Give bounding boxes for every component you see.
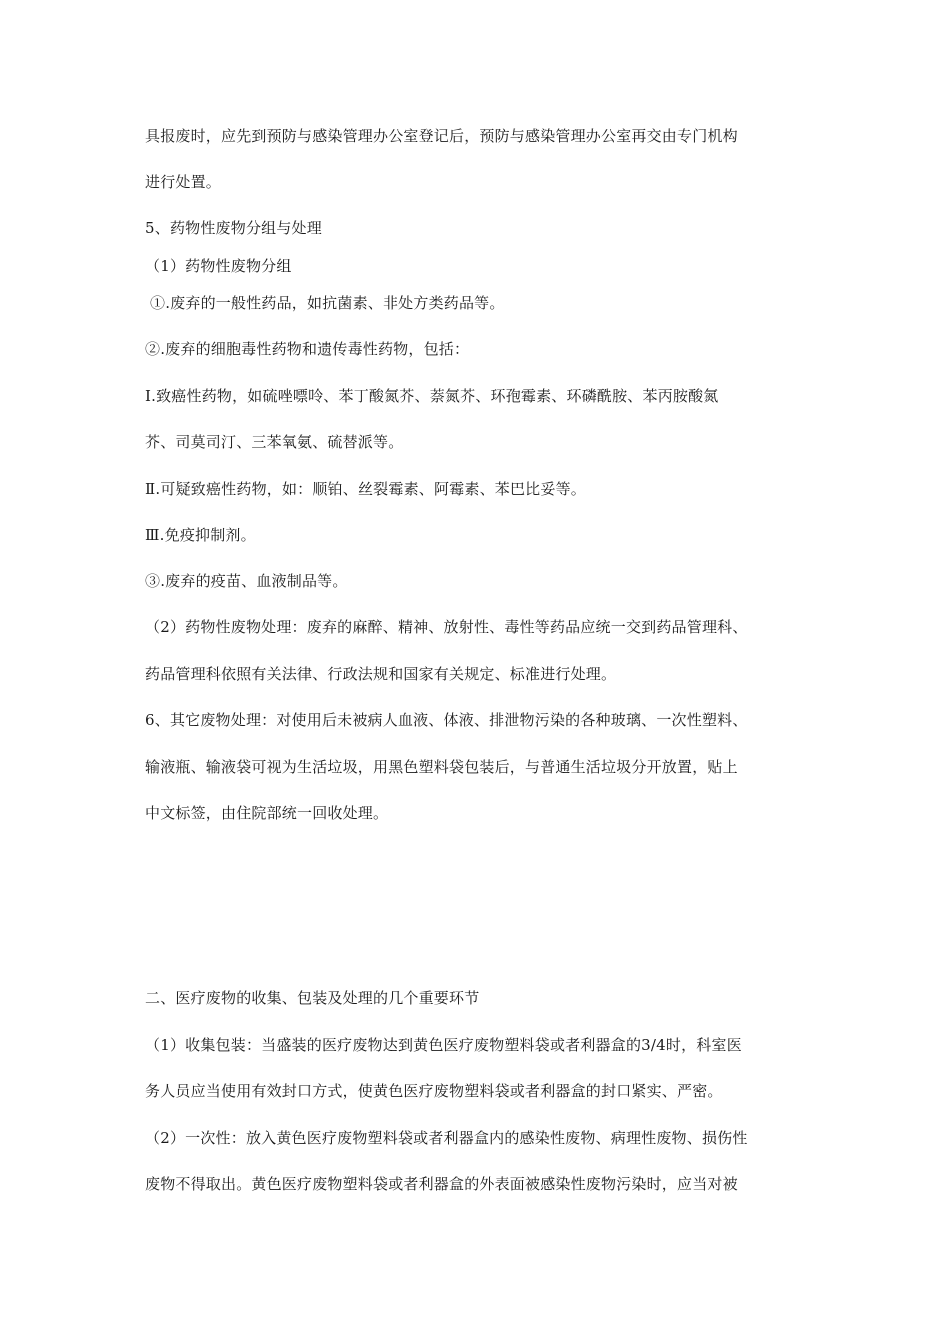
section-heading-5: 5、药物性废物分组与处理 [145,219,322,237]
paragraph-line: （1）收集包装：当盛装的医疗废物达到黄色医疗废物塑料袋或者利器盒的3/4时，科室医 [145,1036,742,1054]
paragraph-line: （2）药物性废物处理：废弃的麻醉、精神、放射性、毒性等药品应统一交到药品管理科、 [145,618,748,636]
paragraph-line: 输液瓶、输液袋可视为生活垃圾，用黑色塑料袋包装后，与普通生活垃圾分开放置，贴上 [145,758,738,776]
paragraph-line: 废物不得取出。黄色医疗废物塑料袋或者利器盒的外表面被感染性废物污染时，应当对被 [145,1175,738,1193]
list-item: ②.废弃的细胞毒性药物和遗传毒性药物，包括： [145,340,470,358]
list-item: ①.废弃的一般性药品，如抗菌素、非处方类药品等。 [150,294,505,312]
paragraph-line: 具报废时，应先到预防与感染管理办公室登记后，预防与感染管理办公室再交由专门机构 [145,127,738,145]
paragraph-line: 进行处置。 [145,173,222,191]
list-item: Ⅰ.致癌性药物，如硫唑嘌呤、苯丁酸氮芥、萘氮芥、环孢霉素、环磷酰胺、苯丙胺酸氮 [145,387,719,405]
paragraph-line: 中文标签，由住院部统一回收处理。 [145,804,389,822]
section-heading-2: 二、医疗废物的收集、包装及处理的几个重要环节 [145,989,480,1007]
subsection-heading: （1）药物性废物分组 [145,257,292,275]
paragraph-line: 药品管理科依照有关法律、行政法规和国家有关规定、标准进行处理。 [145,665,617,683]
paragraph-line: 芥、司莫司汀、三苯氧氨、硫替派等。 [145,433,404,451]
section-heading-6: 6、其它废物处理：对使用后未被病人血液、体液、排泄物污染的各种玻璃、一次性塑料、 [145,711,748,729]
paragraph-line: （2）一次性：放入黄色医疗废物塑料袋或者利器盒内的感染性废物、病理性废物、损伤性 [145,1129,748,1147]
list-item: Ⅱ.可疑致癌性药物，如：顺铂、丝裂霉素、阿霉素、苯巴比妥等。 [145,480,586,498]
list-item: Ⅲ.免疫抑制剂。 [145,526,256,544]
paragraph-line: 务人员应当使用有效封口方式，使黄色医疗废物塑料袋或者利器盒的封口紧实、严密。 [145,1082,723,1100]
list-item: ③.废弃的疫苗、血液制品等。 [145,572,348,590]
